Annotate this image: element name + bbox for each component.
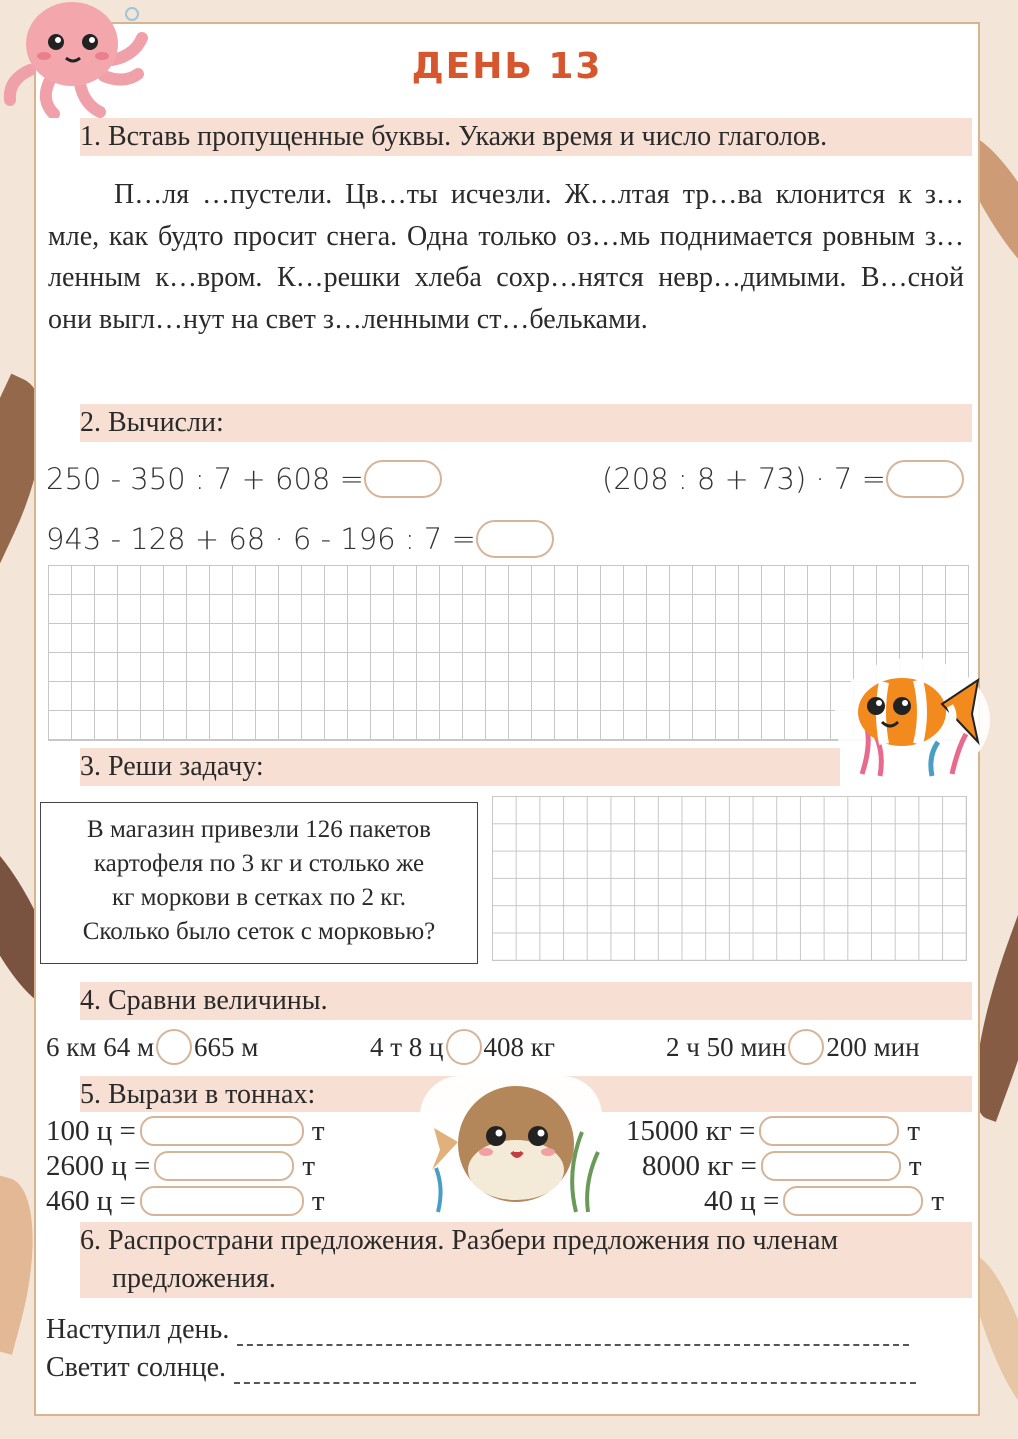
convert-left-3: 460 ц = т <box>46 1184 325 1217</box>
task3-heading: 3. Реши задачу: <box>80 748 840 786</box>
clownfish-icon <box>832 654 992 784</box>
octopus-icon <box>0 0 150 118</box>
answer-oval[interactable] <box>476 520 554 558</box>
task1-text: П…ля …пустели. Цв…ты исчезли. Ж…лтая тр…ва клонится к з…мле, как будто просит снега. Одна только оз…мь поднимается ровным з…ленным к…вром. К…решки хлеба сохр…нятся невр…димыми. В…сной они выгл…нут на свет з…ленными ст…бельками. <box>48 179 964 335</box>
compare-circle[interactable] <box>788 1029 824 1065</box>
convert-right-1: 15000 кг = т <box>626 1114 921 1147</box>
answer-field[interactable] <box>783 1186 923 1216</box>
compare-circle[interactable] <box>446 1029 482 1065</box>
convert-left-1: 100 ц = т <box>46 1114 325 1147</box>
answer-line[interactable] <box>237 1320 909 1346</box>
problem-line: картофеля по 3 кг и столько же <box>93 850 425 877</box>
answer-field[interactable] <box>761 1151 901 1181</box>
word-problem-box <box>40 802 478 964</box>
problem-line: кг моркови в сетках по 2 кг. <box>111 884 407 911</box>
compare-item-3: 2 ч 50 мин 200 мин <box>666 1029 920 1065</box>
convert-left-2: 2600 ц = т <box>46 1149 316 1182</box>
sentence-row-2: Светит солнце. <box>46 1352 916 1384</box>
answer-line[interactable] <box>234 1358 916 1384</box>
compare-item-1: 6 км 64 м 665 м <box>46 1029 258 1065</box>
sentence-row-1: Наступил день. <box>46 1314 909 1346</box>
answer-field[interactable] <box>140 1186 304 1216</box>
compare-item-2: 4 т 8 ц 408 кг <box>370 1029 555 1065</box>
answer-field[interactable] <box>759 1116 899 1146</box>
worksheet-page <box>34 22 980 1416</box>
pufferfish-icon <box>416 1072 606 1220</box>
task5-heading: 5. Вырази в тоннах: <box>80 1076 972 1112</box>
compare-circle[interactable] <box>156 1029 192 1065</box>
answer-field[interactable] <box>154 1151 294 1181</box>
work-grid-2 <box>48 565 969 741</box>
problem-line: Сколько было сеток с морковью? <box>82 918 436 945</box>
task4-heading: 4. Сравни величины. <box>80 982 972 1020</box>
convert-right-3: 40 ц = т <box>704 1184 945 1217</box>
task1-heading: 1. Вставь пропущенные буквы. Укажи время и число глаголов. <box>80 118 972 156</box>
answer-oval[interactable] <box>886 460 964 498</box>
page-title: ДЕНЬ 13 <box>411 46 603 87</box>
work-grid-3 <box>492 796 967 961</box>
task2-heading: 2. Вычисли: <box>80 404 972 442</box>
task6-heading: 6. Распространи предложения. Разбери предложения по членам предложения. <box>80 1222 972 1298</box>
answer-field[interactable] <box>140 1116 304 1146</box>
expression-2: (208 : 8 + 73) · 7 = <box>602 460 964 498</box>
expression-3: 943 - 128 + 68 · 6 - 196 : 7 = <box>46 520 554 558</box>
expression-1: 250 - 350 : 7 + 608 = <box>46 460 442 498</box>
problem-line: В магазин привезли 126 пакетов <box>87 816 431 843</box>
convert-right-2: 8000 кг = т <box>642 1149 922 1182</box>
answer-oval[interactable] <box>364 460 442 498</box>
